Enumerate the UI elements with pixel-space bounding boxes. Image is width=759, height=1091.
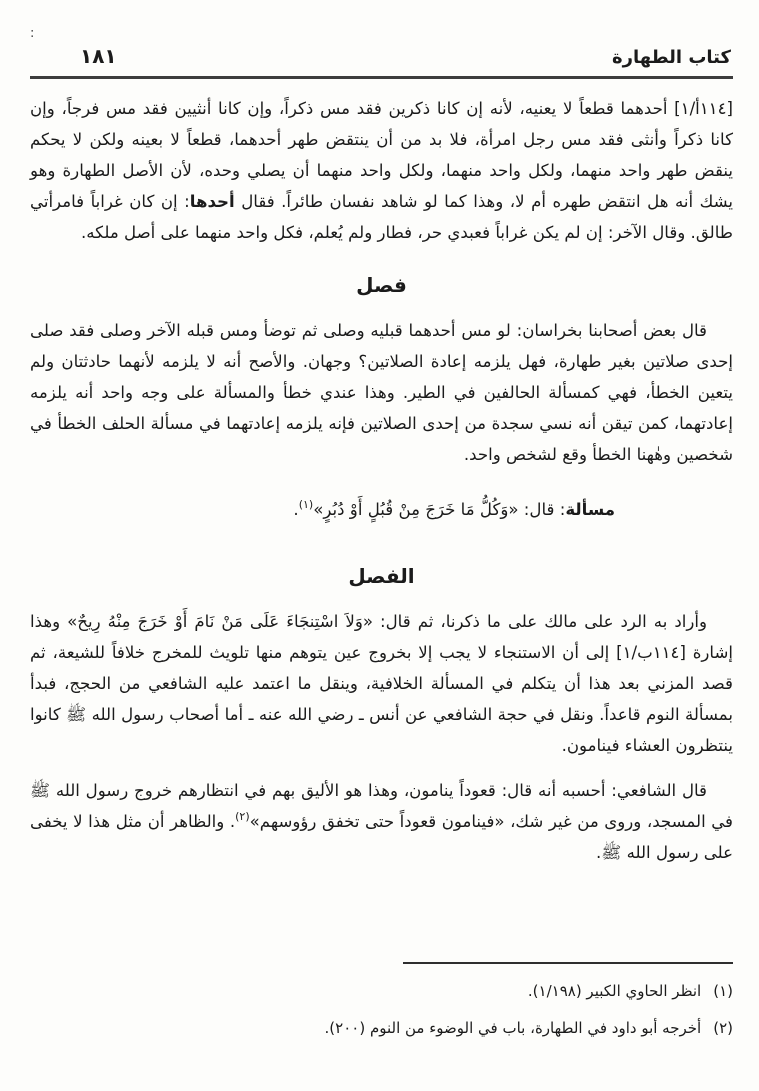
paragraph-shafii-statement: [30, 775, 733, 868]
masala-label: مسألة: [565, 500, 615, 519]
masala-text: : قال: «وَكُلُّ مَا خَرَجَ مِنْ قُبُلٍ أَوْ دُبُرٍ»: [313, 500, 566, 519]
footnote-text: أخرجه أبو داود في الطهارة، باب في الوضوء من النوم (٢٠٠).: [324, 1019, 702, 1037]
book-title: كتاب الطهارة: [611, 47, 731, 68]
footnote-item: [30, 1014, 733, 1043]
stray-mark: :: [30, 26, 35, 41]
footnotes-section: [30, 960, 733, 1051]
paragraph-khurasan-opinion: [30, 315, 733, 470]
footnote-separator: [403, 962, 733, 964]
paragraph-hermaphrodite-case: [30, 93, 733, 248]
paragraph-text: قال الشافعي: أحسبه أنه قال: قعوداً ينامون، وهذا هو الأليق بهم في انتظارهم خروج رسول الله ﷺ في المسجد، وروى من غير شك، «فينامون قعوداً حتى تخفق رؤوسهم»: [30, 781, 733, 831]
footnote-text: انظر الحاوي الكبير (١/١٩٨).: [527, 982, 702, 1000]
masala-line: [30, 494, 733, 525]
paragraph-text: [١١٤أ/١] أحدهما قطعاً لا يعنيه، لأنه إن كانا ذكرين فقد مس ذكراً، وإن كانا أنثيين فقد مس فرجاً، وإن كانا ذكراً وأنثى فقد مس رجل امرأة، فلا بد من أن ينتقض طهر أحدهما، قطعاً لا بعينه ولكن لا يحكم ينقض طهر واحد منهما، ولكل واحد منهما، ولكل واحد منهما أن يصلي وحده، لأن الأصل الطهارة وهو يشك أنه هل انتقض طهره أم لا، وهذا كما لو شاهد نفسان طائراً. فقال: [30, 99, 733, 211]
paragraph-text: وأراد به الرد على مالك على ما ذكرنا، ثم قال: «وَلاَ اسْتِنجَاءَ عَلَى مَنْ نَامَ أَوْ خَرَجَ مِنْهُ رِيحٌ» وهذا إشارة [١١٤ب/١] إلى أن الاستنجاء لا يجب إلا بخروج عين يتوهم منها تلويث للمخرج خلافاً للشيعة، ثم قصد المزني بعد هذا أن يتكلم في المسألة الخلافية، وينقل ما اعتمد عليه الشافعي من الحجج، فبدأ بمسألة النوم قاعداً. ونقل في حجة الشافعي عن أنس ـ رضي الله عنه ـ أما أصحاب رسول الله ﷺ كانوا ينتظرون العشاء فينامون.: [30, 612, 734, 755]
footnote-ref-1: (١): [298, 498, 314, 511]
section-heading-fasl: فصل: [356, 273, 407, 297]
paragraph-text: قال بعض أصحابنا بخراسان: لو مس أحدهما قبليه وصلى ثم توضأ ومس قبله الآخر وصلى فقد صلى إحدى صلاتين بغير طهارة، فهل يلزمه إعادة الصلاتين؟ وجهان. والأصح أنه لا يلزمه لأنهما حادثتان ولم يتعين الخطأ، فهي كمسألة الحالفين في الطير. وهذا عندي خطأ والمسألة على وجه واحد أنه يلزمه إعادتهما، كمن تيقن أنه نسي سجدة من إحدى الصلاتين فإنه يلزمه إعادتهما في مسألة الحلف الخطأ في شخصين وهٰهنا الخطأ وقع لشخص واحد.: [30, 321, 733, 464]
footnote-ref-2: (٢): [235, 810, 250, 823]
paragraph-text: : إن كان غراباً فامرأتي طالق. وقال الآخر: إن لم يكن غراباً فعبدي حر، فطار ولم يُعلم، فكل واحد منهما على أصل ملكه.: [30, 192, 733, 242]
page-body: [30, 93, 733, 868]
footnote-number: (١): [713, 982, 733, 1000]
section-heading-alfasl: الفصل: [348, 564, 415, 588]
paragraph-text: . والظاهر أن مثل هذا لا يخفى على رسول الله ﷺ.: [30, 812, 733, 862]
page-header: [30, 0, 733, 79]
masala-period: .: [293, 500, 299, 519]
emphasized-word: أحدها: [189, 192, 235, 211]
footnote-number: (٢): [713, 1019, 733, 1037]
footnote-item: [30, 977, 733, 1006]
page-number: ١٨١: [80, 44, 117, 68]
paragraph-radd-ala-malik: [30, 606, 733, 761]
